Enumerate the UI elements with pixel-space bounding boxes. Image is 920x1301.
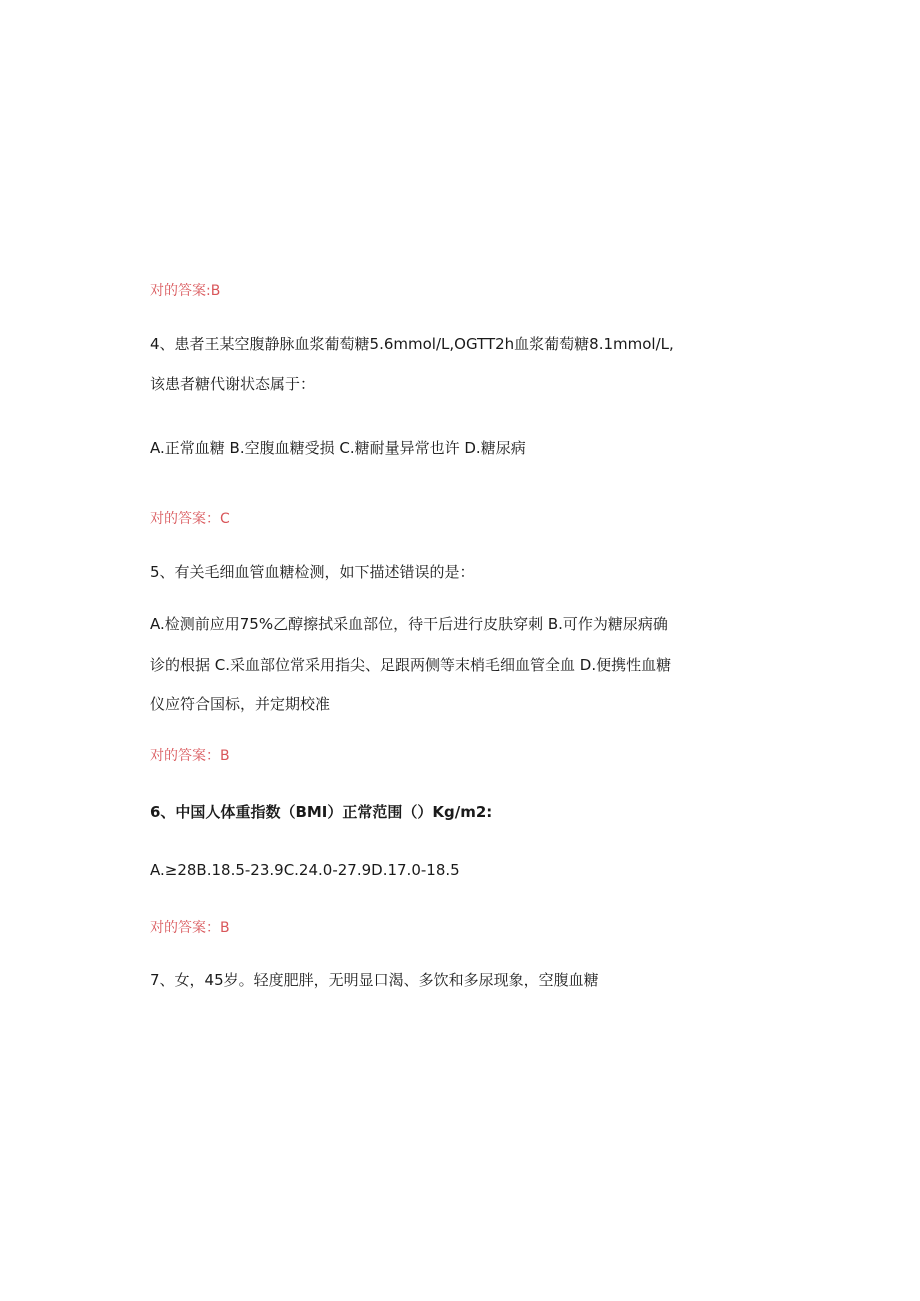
question-6-options: A.≥28B.18.5-23.9C.24.0-27.9D.17.0-18.5 bbox=[150, 861, 460, 879]
answer-line-q3: 对的答案:B bbox=[150, 283, 221, 299]
question-7-line-1: 7、女，45岁。轻度肥胖，无明显口渴、多饮和多尿现象，空腹血糖 bbox=[150, 971, 599, 989]
answer-line-q6: 对的答案：B bbox=[150, 920, 230, 936]
question-6-line-1: 6、中国人体重指数（BMI）正常范围（）Kg/m2: bbox=[150, 803, 493, 821]
question-5-options-line-3: 仪应符合国标，并定期校准 bbox=[150, 695, 331, 713]
question-5-options-line-2: 诊的根据 C.采血部位常采用指尖、足跟两侧等末梢毛细血管全血 D.便携性血糖 bbox=[150, 656, 672, 674]
question-4-line-1: 4、患者王某空腹静脉血浆葡萄糖5.6mmol/L,OGTT2h血浆葡萄糖8.1mmol/L, bbox=[150, 335, 674, 353]
answer-line-q4: 对的答案：C bbox=[150, 511, 230, 527]
question-5-options-line-1: A.检测前应用75%乙醇擦拭采血部位，待干后进行皮肤穿刺 B.可作为糖尿病确 bbox=[150, 615, 668, 633]
question-4-options: A.正常血糖 B.空腹血糖受损 C.糖耐量异常也许 D.糖尿病 bbox=[150, 439, 526, 457]
answer-line-q5: 对的答案：B bbox=[150, 748, 230, 764]
question-5-line-1: 5、有关毛细血管血糖检测，如下描述错误的是： bbox=[150, 563, 475, 581]
question-4-line-2: 该患者糖代谢状态属于： bbox=[150, 375, 316, 393]
